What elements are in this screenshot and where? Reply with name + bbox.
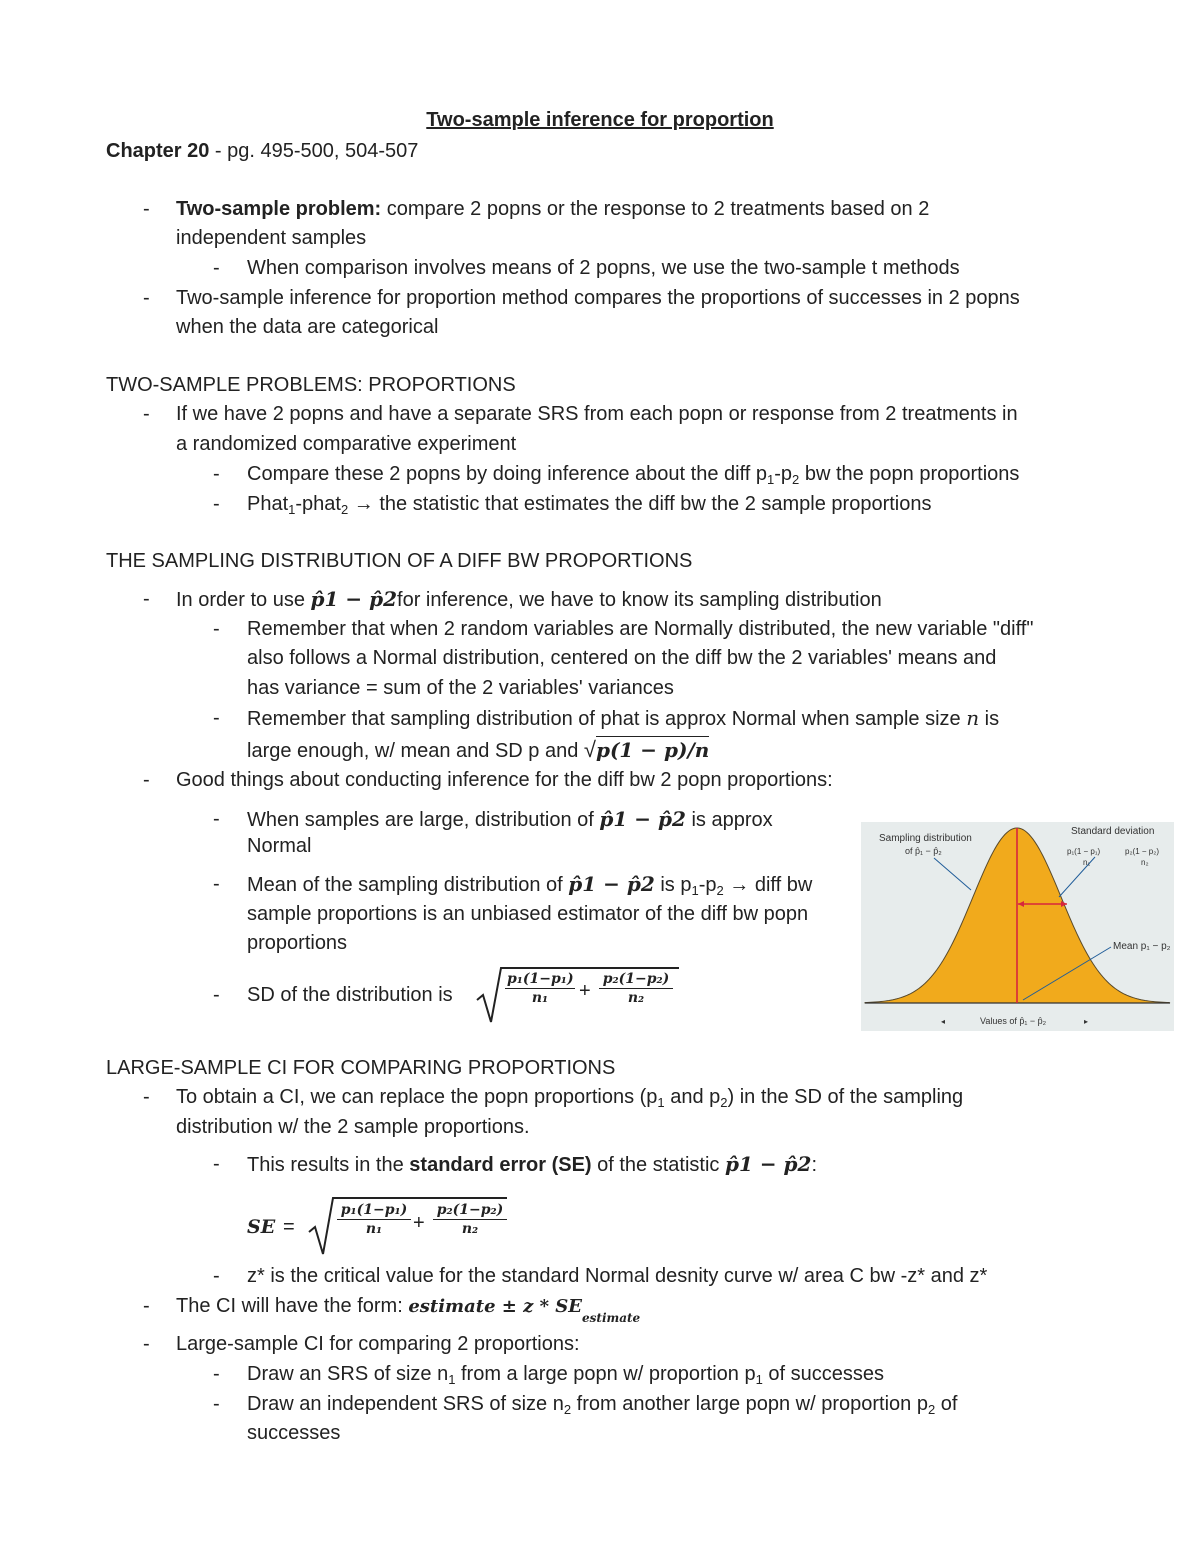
text: of	[935, 1393, 958, 1415]
label-sampling: Sampling distribution	[879, 833, 972, 844]
math-minus: −	[596, 872, 627, 896]
math-n: n	[966, 706, 980, 730]
math-minus: −	[338, 587, 370, 611]
term: Two-sample problem:	[176, 198, 382, 220]
math-p1-minus-p2	[725, 1152, 812, 1176]
numerator: p₁(1−p₁)	[507, 971, 574, 987]
list-item	[247, 1150, 817, 1179]
subscript: 1	[448, 1372, 456, 1387]
list-item	[176, 585, 882, 614]
fraction-1	[505, 970, 575, 1007]
numerator: p₁(1−p₁)	[337, 1201, 411, 1220]
list-item: SD of the distribution is	[247, 984, 453, 1006]
equals-sign: =	[283, 1216, 295, 1238]
text: Remember that sampling distribution of phat is approx Normal when sample size	[247, 708, 967, 730]
label-values: Values of p̂₁ − p̂₂	[980, 1016, 1047, 1026]
bullet: -	[213, 808, 220, 830]
list-item-cont: a randomized comparative experiment	[176, 433, 517, 455]
bullet: -	[143, 287, 150, 309]
math-p1-minus-p2	[568, 872, 655, 896]
text: from another large popn w/ proportion p	[571, 1393, 928, 1415]
list-item: Large-sample CI for comparing 2 proportions:	[176, 1333, 580, 1355]
label-sd: Standard deviation	[1071, 826, 1155, 837]
bullet: -	[143, 588, 150, 610]
subscript: 1	[755, 1372, 763, 1387]
text: Draw an SRS of size n	[247, 1363, 449, 1385]
text: bw the popn proportions	[799, 463, 1020, 485]
text: of successes	[762, 1363, 885, 1385]
subscript: 1	[657, 1095, 665, 1110]
bullet: -	[143, 769, 150, 791]
text: In order to use	[176, 589, 311, 611]
bullet: -	[143, 198, 150, 220]
text: of the statistic	[591, 1154, 725, 1176]
text: To obtain a CI, we can replace the popn proportions (p	[176, 1086, 658, 1108]
list-item: z* is the critical value for the standard Normal desnity curve w/ area C bw -z* and z*	[247, 1265, 988, 1287]
list-item-cont: distribution w/ the 2 sample proportions.	[176, 1116, 530, 1138]
bullet: -	[213, 984, 220, 1006]
list-item-cont: successes	[247, 1422, 341, 1444]
math-p1: p̂1	[724, 1152, 753, 1176]
text: is	[979, 708, 1000, 730]
subscript: 2	[720, 1095, 728, 1110]
text: Compare these 2 popns by doing inference about the diff p	[247, 463, 767, 485]
bullet: -	[213, 493, 220, 515]
text: When samples are large, distribution of	[247, 809, 600, 831]
label-sampling-2: of p̂₁ − p̂₂	[905, 846, 942, 856]
bullet: -	[143, 1333, 150, 1355]
list-item-cont: also follows a Normal distribution, centered on the diff bw the 2 variables' means and	[247, 647, 997, 669]
list-item	[247, 805, 773, 834]
bullet: -	[213, 1393, 220, 1415]
se-formula	[247, 1194, 517, 1258]
list-item: Good things about conducting inference for the diff bw 2 popn proportions:	[176, 769, 833, 791]
bold-term: standard error (SE)	[409, 1154, 592, 1176]
chapter-pages: - pg. 495-500, 504-507	[209, 140, 419, 162]
bullet: -	[143, 1086, 150, 1108]
section-heading: TWO-SAMPLE PROBLEMS: PROPORTIONS	[106, 374, 516, 396]
label-sd-num1: p₁(1 − p₁)	[1067, 847, 1101, 856]
math-p1-minus-p2	[599, 807, 686, 831]
text: -p	[698, 874, 717, 896]
list-item	[176, 195, 929, 223]
list-item-cont: independent samples	[176, 227, 367, 249]
math-p1: p̂1	[599, 807, 628, 831]
numerator: p₂(1−p₂)	[433, 1201, 507, 1220]
label-sd-num2: p₂(1 − p₂)	[1125, 847, 1160, 856]
bullet: -	[213, 707, 220, 729]
math-p2: p̂2	[626, 872, 655, 896]
normal-curve-chart	[861, 822, 1174, 1031]
list-item: Remember that when 2 random variables are Normally distributed, the new variable "diff"	[247, 618, 1034, 640]
text: -phat	[295, 493, 341, 515]
text: :	[811, 1154, 818, 1176]
sqrt-symbol: √	[583, 737, 596, 762]
list-item: If we have 2 popns and have a separate SRS from each popn or response from 2 treatments in	[176, 403, 1018, 425]
text: compare 2 popns or the response to 2 treatments based on 2	[381, 198, 930, 220]
subscript: 1	[691, 883, 699, 898]
chapter-label: Chapter 20	[106, 140, 210, 162]
fraction-2	[433, 1201, 507, 1238]
subscript: 1	[288, 502, 296, 517]
list-item: Two-sample inference for proportion method compares the proportions of successes in 2 popns	[176, 287, 1020, 309]
bullet: -	[213, 1153, 220, 1175]
list-item: When comparison involves means of 2 popns, we use the two-sample t methods	[247, 257, 960, 279]
math-p2: p̂2	[783, 1152, 812, 1176]
list-item-cont: Normal	[247, 835, 312, 857]
denominator: n₁	[365, 1221, 383, 1237]
denominator: n₁	[531, 990, 549, 1006]
text: from a large popn w/ proportion p	[455, 1363, 756, 1385]
math-p1: p̂1	[310, 587, 339, 611]
text: and p	[664, 1086, 721, 1108]
label-sd-den2: n₂	[1141, 858, 1149, 867]
denominator: n₂	[461, 1221, 479, 1237]
section-heading: THE SAMPLING DISTRIBUTION OF A DIFF BW PROPORTIONS	[106, 550, 693, 572]
bullet: -	[213, 257, 220, 279]
math-minus: −	[627, 807, 658, 831]
bullet: -	[213, 618, 220, 640]
list-item	[247, 870, 812, 899]
plus-sign: +	[579, 980, 591, 1002]
subscript: 2	[340, 502, 349, 517]
math-sd-formula: p(1 − p)/n	[595, 738, 710, 762]
text: is p	[654, 874, 692, 896]
label-mean: Mean p₁ − p₂	[1113, 941, 1171, 952]
math-p1-minus-p2	[311, 587, 398, 611]
list-item	[247, 490, 931, 518]
section-heading: LARGE-SAMPLE CI FOR COMPARING PROPORTIONS	[106, 1057, 616, 1079]
plus-sign: +	[413, 1212, 425, 1234]
math-ci-form: estimate ± z * SE	[408, 1296, 583, 1317]
list-item	[247, 1360, 884, 1388]
subscript: 2	[927, 1402, 936, 1417]
text: large enough, w/ mean and SD p and	[247, 740, 584, 762]
math-p2: p̂2	[658, 807, 686, 831]
subscript: estimate	[582, 1311, 641, 1325]
list-item-cont: sample proportions is an unbiased estimator of the diff bw popn	[247, 903, 809, 925]
denominator: n₂	[627, 990, 645, 1006]
text: -p	[774, 463, 793, 485]
text: This results in the	[247, 1154, 410, 1176]
subscript: 1	[767, 472, 775, 487]
numerator: p₂(1−p₂)	[599, 970, 673, 989]
list-item-cont: has variance = sum of the 2 variables' variances	[247, 677, 674, 699]
bullet: -	[213, 873, 220, 895]
list-item	[247, 704, 999, 733]
math-minus: −	[752, 1152, 784, 1176]
list-item	[247, 1390, 957, 1418]
subscript: 2	[792, 472, 800, 487]
arrow-right-icon: ▸	[1084, 1017, 1089, 1026]
subscript: 2	[716, 883, 724, 898]
bullet: -	[213, 463, 220, 485]
bullet: -	[213, 1265, 220, 1287]
math-p1: p̂1	[568, 872, 597, 896]
fraction-2	[599, 970, 673, 1007]
text: → diff bw	[723, 874, 813, 896]
list-item-cont: proportions	[247, 932, 348, 954]
subscript: 2	[563, 1402, 572, 1417]
fraction-1	[337, 1201, 411, 1238]
sd-formula	[475, 964, 680, 1026]
text: → the statistic that estimates the diff bw the 2 sample proportions	[348, 493, 932, 515]
text: Mean of the sampling distribution of	[247, 874, 569, 896]
text: for inference, we have to know its sampling distribution	[397, 589, 882, 611]
sampling-distribution-figure	[861, 822, 1174, 1031]
list-item-cont	[247, 736, 709, 765]
text: Draw an independent SRS of size n	[247, 1393, 564, 1415]
bullet: -	[213, 1363, 220, 1385]
se-symbol: SE	[247, 1216, 276, 1238]
math-p2: p̂2	[369, 587, 398, 611]
list-item	[176, 1292, 641, 1325]
list-item	[247, 460, 1019, 488]
text: Phat	[247, 493, 289, 515]
bullet: -	[143, 403, 150, 425]
list-item-cont: when the data are categorical	[176, 316, 439, 338]
page-title: Two-sample inference for proportion	[426, 109, 774, 131]
text: ) in the SD of the sampling	[727, 1086, 964, 1108]
text: is approx	[685, 809, 773, 831]
label-sd-den1: n₁	[1083, 858, 1091, 867]
text: The CI will have the form:	[176, 1295, 409, 1317]
bullet: -	[143, 1295, 150, 1317]
arrow-left-icon: ◂	[941, 1017, 946, 1026]
chapter-line	[106, 137, 418, 165]
list-item	[176, 1083, 963, 1111]
